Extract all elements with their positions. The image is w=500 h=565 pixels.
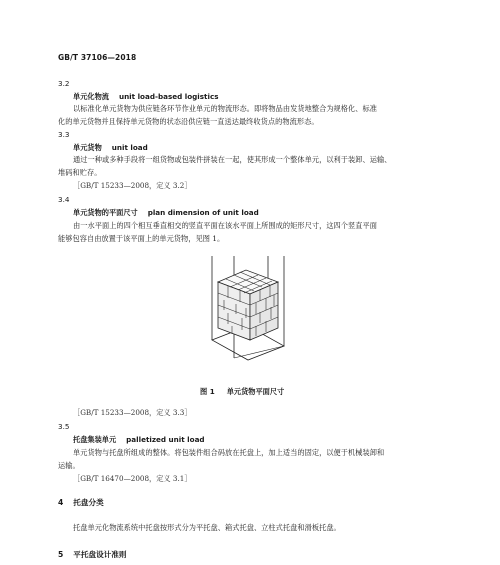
definition-3-5-line-2: 运输。 (58, 461, 80, 470)
term-3-4-cn: 单元货物的平面尺寸 (73, 208, 138, 217)
term-3-5 (73, 435, 205, 445)
clause-number-3-2: 3.2 (58, 79, 70, 88)
document-number-header: GB/T 37106—2018 (58, 53, 137, 62)
definition-3-4-line-1: 由一水平面上的四个相互垂直相交的竖直平面在该水平面上所围成的矩形尺寸，这四个竖直平面 (73, 221, 377, 230)
section-4-heading (58, 497, 104, 508)
figure-1-title: 单元货物平面尺寸 (226, 387, 285, 396)
definition-3-3-line-1: 通过一种或多种手段将一组货物或包装件拼装在一起，使其形成一个整体单元，以利于装卸、运输、 (73, 155, 392, 164)
definition-3-2-line-2: 化的单元货物并且保持单元货物的状态沿供应链一直送达最终收货点的物流形态。 (58, 117, 319, 126)
term-3-2-cn: 单元化物流 (73, 92, 109, 101)
section-5-number: 5 (58, 550, 64, 559)
term-3-2 (73, 92, 219, 102)
term-3-3 (73, 143, 148, 153)
term-3-4-en: plan dimension of unit load (147, 208, 259, 217)
unit-load-cargo-stack (218, 270, 278, 340)
clause-number-3-4: 3.4 (58, 195, 70, 204)
source-reference-3-3: ［GB/T 15233—2008，定义 3.2］ (73, 181, 192, 190)
term-3-3-cn: 单元货物 (73, 143, 102, 152)
section-4-body: 托盘单元化物流系统中托盘按形式分为平托盘、箱式托盘、立柱式托盘和滑板托盘。 (73, 523, 341, 532)
unit-load-plan-dimension-figure (200, 254, 300, 374)
term-3-2-en: unit load-based logistics (118, 92, 219, 101)
clause-number-3-3: 3.3 (58, 130, 70, 139)
definition-3-3-line-2: 堆码和贮存。 (58, 168, 102, 177)
term-3-5-en: palletized unit load (126, 435, 205, 444)
term-3-5-cn: 托盘集装单元 (73, 435, 117, 444)
term-3-3-en: unit load (111, 143, 148, 152)
section-4-number: 4 (58, 498, 64, 507)
definition-3-5-line-1: 单元货物与托盘所组成的整体。将包装件组合码放在托盘上，加上适当的固定，以便于机械装卸和 (73, 448, 385, 457)
section-5-title: 平托盘设计准则 (73, 550, 127, 559)
term-3-4 (73, 208, 259, 218)
definition-3-4-line-2: 能够包容自由放置于该平面上的单元货物，见图 1。 (58, 234, 225, 243)
section-5-heading (58, 549, 126, 560)
figure-1-number: 图 1 (200, 387, 215, 396)
clause-number-3-5: 3.5 (58, 422, 70, 431)
source-reference-3-4: ［GB/T 15233—2008，定义 3.3］ (73, 408, 192, 417)
source-reference-3-5: ［GB/T 16470—2008，定义 3.1］ (73, 474, 192, 483)
definition-3-2-line-1: 以标准化单元货物为供应链各环节作业单元的物流形态。即将物品由发货地整合为规格化、标准 (73, 104, 377, 113)
figure-1-caption (200, 387, 284, 397)
section-4-title: 托盘分类 (73, 498, 104, 507)
